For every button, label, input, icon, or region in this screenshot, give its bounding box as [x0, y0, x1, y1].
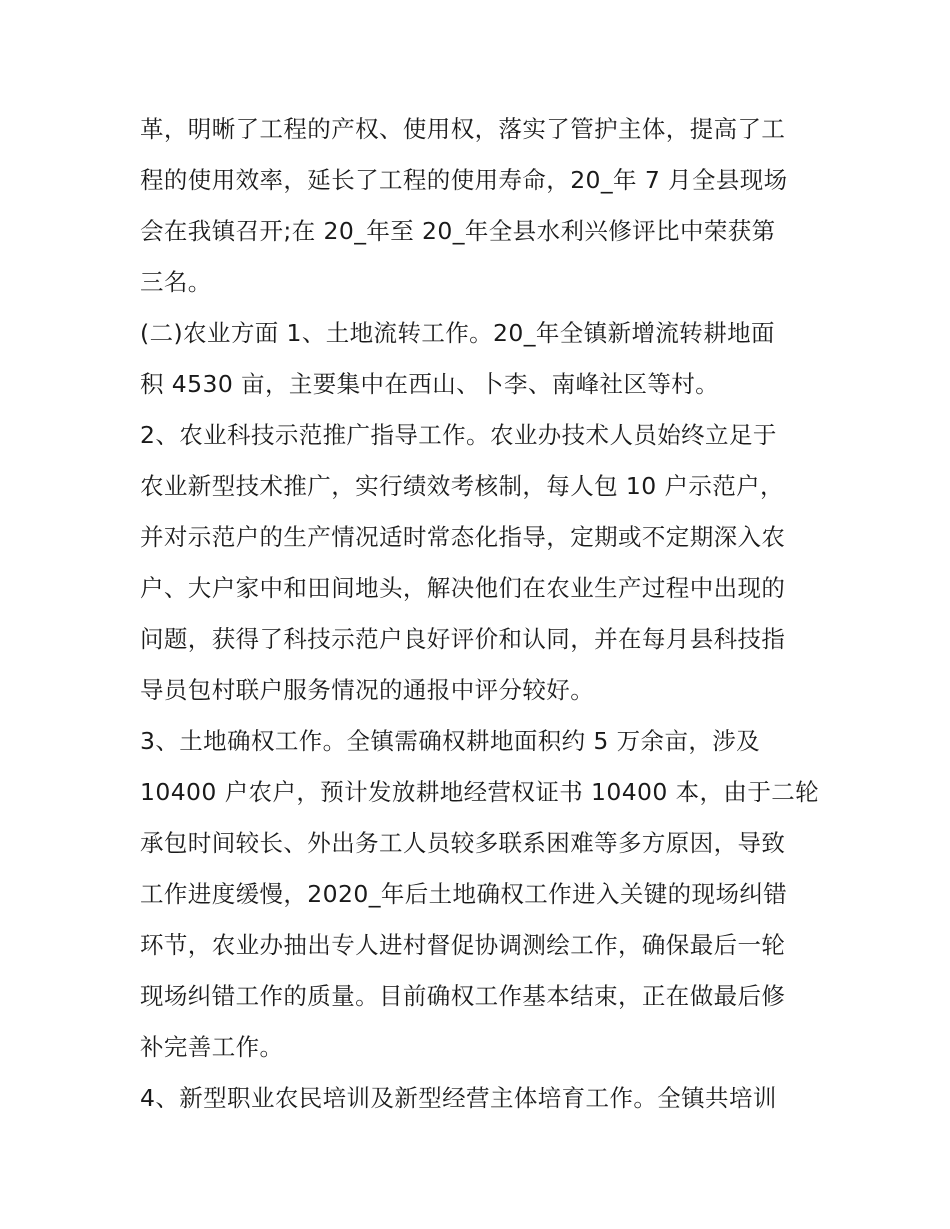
- text-line: 问题，获得了科技示范户良好评价和认同，并在每月县科技指: [140, 625, 786, 653]
- text-line: 并对示范户的生产情况适时常态化指导，定期或不定期深入农: [140, 523, 786, 551]
- text-line: 3、土地确权工作。全镇需确权耕地面积约 5 万余亩，涉及: [140, 727, 761, 755]
- text-line: 补完善工作。: [140, 1033, 284, 1061]
- text-line: 积 4530 亩，主要集中在西山、卜李、南峰社区等村。: [140, 370, 720, 398]
- text-line: 农业新型技术推广，实行绩效考核制，每人包 10 户示范户，: [140, 472, 784, 500]
- text-line: 户、大户家中和田间地头，解决他们在农业生产过程中出现的: [140, 574, 786, 602]
- text-line: (二)农业方面 1、土地流转工作。20_年全镇新增流转耕地面: [140, 319, 775, 347]
- text-line: 4、新型职业农民培训及新型经营主体培育工作。全镇共培训: [140, 1084, 777, 1112]
- text-line: 承包时间较长、外出务工人员较多联系困难等多方原因，导致: [140, 829, 786, 857]
- text-line: 三名。: [140, 268, 212, 296]
- text-line: 会在我镇召开;在 20_年至 20_年全县水利兴修评比中荣获第: [140, 217, 776, 245]
- text-line: 10400 户农户，预计发放耕地经营权证书 10400 本，由于二轮: [140, 778, 820, 806]
- document-body: [140, 104, 820, 1124]
- text-line: 2、农业科技示范推广指导工作。农业办技术人员始终立足于: [140, 421, 777, 449]
- text-line: 革，明晰了工程的产权、使用权，落实了管护主体，提高了工: [140, 115, 786, 143]
- text-line: 工作进度缓慢，2020_年后土地确权工作进入关键的现场纠错: [140, 880, 788, 908]
- text-line: 导员包村联户服务情况的通报中评分较好。: [140, 676, 595, 704]
- text-line: 程的使用效率，延长了工程的使用寿命，20_年 7 月全县现场: [140, 166, 788, 194]
- text-line: 现场纠错工作的质量。目前确权工作基本结束，正在做最后修: [140, 982, 786, 1010]
- text-line: 环节，农业办抽出专人进村督促协调测绘工作，确保最后一轮: [140, 931, 786, 959]
